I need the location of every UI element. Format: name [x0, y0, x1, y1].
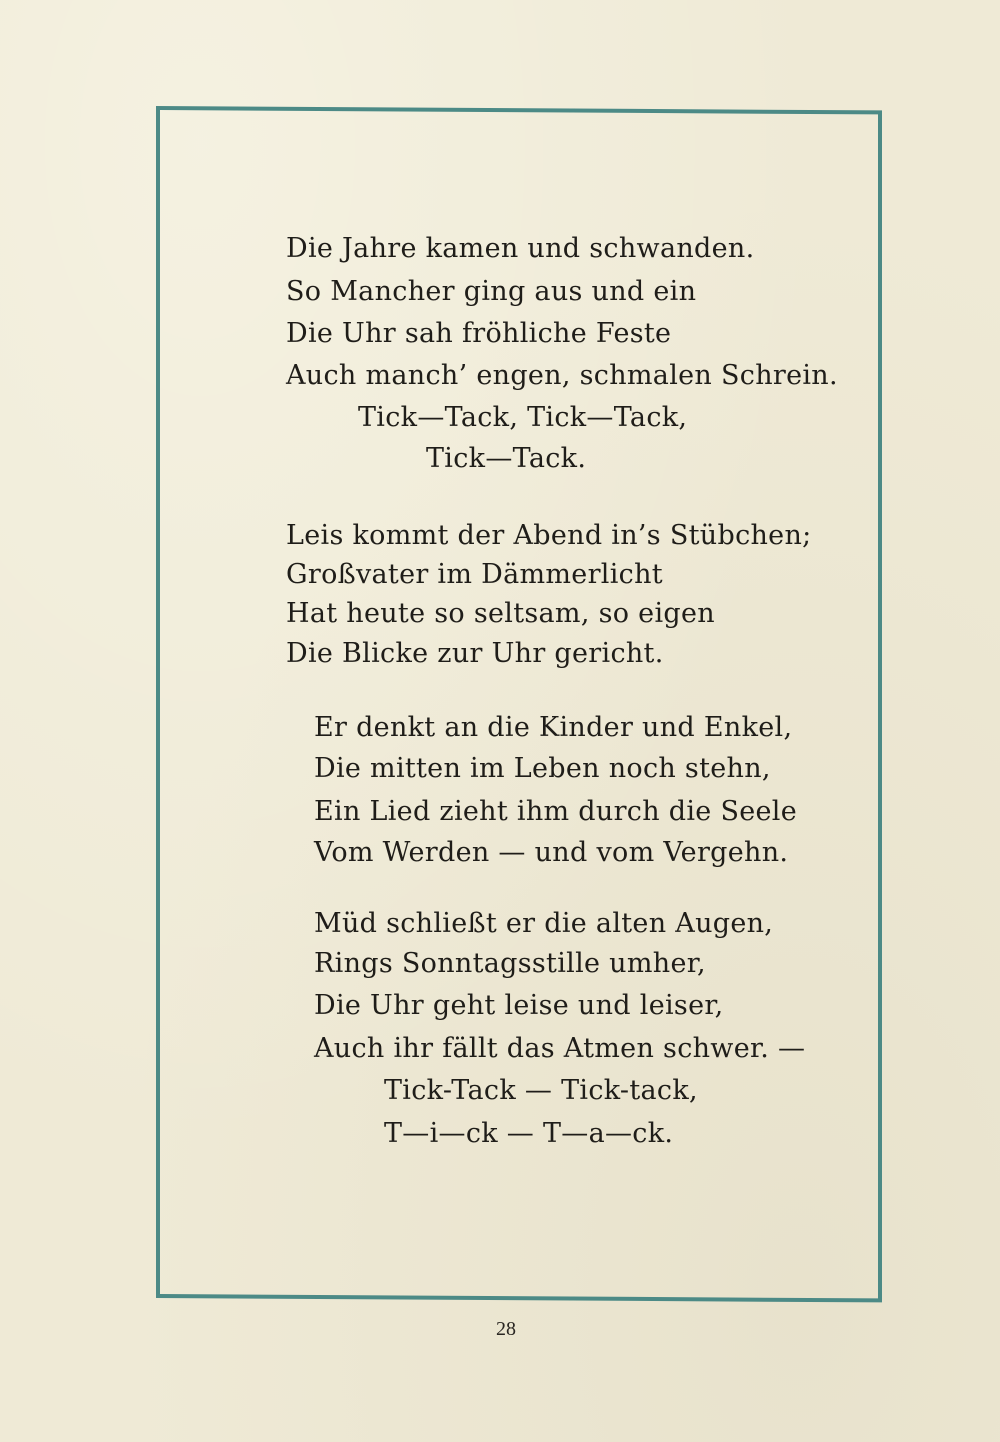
poem-line: Die mitten im Leben noch stehn,: [314, 753, 771, 784]
poem-refrain-line: T—i—ck — T—a—ck.: [384, 1118, 674, 1149]
poem-line: Die Blicke zur Uhr gericht.: [286, 638, 664, 669]
poem-line: Rings Sonntagsstille umher,: [314, 948, 706, 979]
poem-line: Leis kommt der Abend in’s Stübchen;: [286, 520, 812, 551]
poem-line: Die Uhr sah fröhliche Feste: [286, 318, 672, 349]
poem-line: Auch manch’ engen, schmalen Schrein.: [286, 360, 838, 391]
poem-refrain-line: Tick—Tack.: [426, 443, 587, 474]
poem-refrain-line: Tick-Tack — Tick-tack,: [384, 1075, 698, 1106]
poem-line: Müd schließt er die alten Augen,: [314, 908, 774, 939]
poem-line: Großvater im Dämmerlicht: [286, 559, 663, 590]
page-number: 28: [496, 1318, 516, 1340]
poem-line: Auch ihr fällt das Atmen schwer. —: [314, 1033, 806, 1064]
poem-line: Hat heute so seltsam, so eigen: [286, 598, 715, 629]
poem-line: Er denkt an die Kinder und Enkel,: [314, 712, 793, 743]
poem-line: Die Jahre kamen und schwanden.: [286, 233, 755, 264]
poem-line: Ein Lied zieht ihm durch die Seele: [314, 796, 798, 827]
poem-line: Vom Werden — und vom Vergehn.: [314, 837, 789, 868]
poem-refrain-line: Tick—Tack, Tick—Tack,: [358, 402, 688, 433]
poem-line: So Mancher ging aus und ein: [286, 276, 697, 307]
poem-line: Die Uhr geht leise und leiser,: [314, 990, 724, 1021]
